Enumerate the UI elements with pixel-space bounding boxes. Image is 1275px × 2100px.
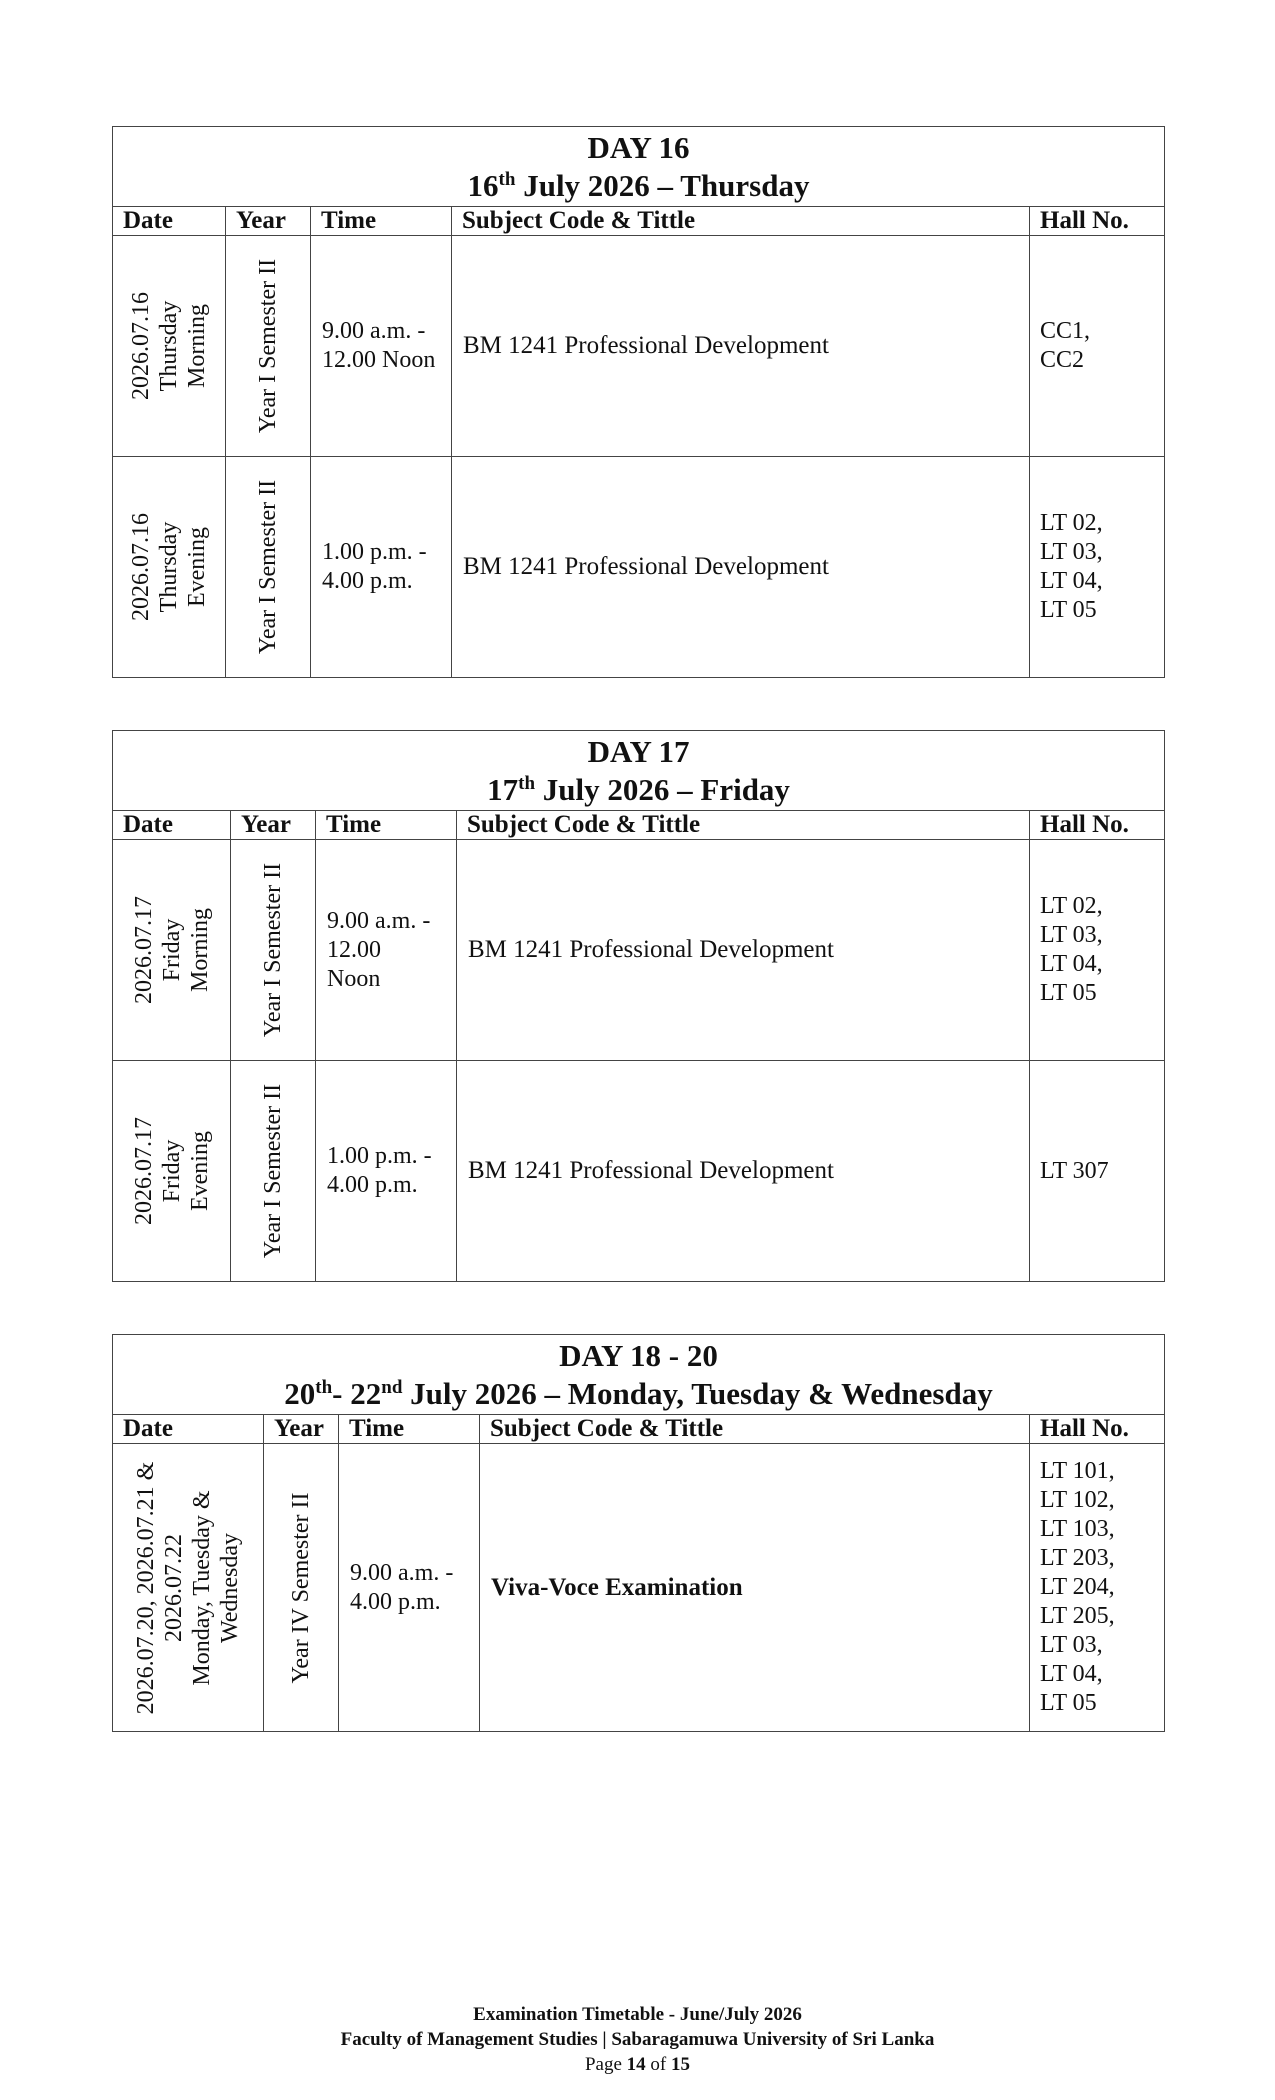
subject-cell: BM 1241 Professional Development [457,840,1030,1061]
header-year: Year [231,811,316,840]
date-heading: 16th July 2026 – Thursday [467,168,810,203]
date-heading: 17th July 2026 – Friday [487,772,790,807]
footer-faculty: Faculty of Management Studies | Sabaragamuwa University of Sri Lanka [340,2029,935,2050]
header-hall: Hall No. [1030,207,1165,236]
subject-cell: BM 1241 Professional Development [452,457,1030,678]
hall-cell: LT 101, LT 102, LT 103, LT 203, LT 204, LT 205, LT 03, LT 04, LT 05 [1030,1444,1165,1732]
date-cell: 2026.07.17 Friday Morning [113,840,231,1061]
time-cell: 9.00 a.m. - 4.00 p.m. [339,1444,480,1732]
header-date: Date [113,207,226,236]
day-17-title [113,731,1165,811]
table-row [113,236,1165,457]
day-18-20-table [112,1334,1165,1732]
page-number: Page 14 of 15 [584,2054,690,2075]
time-cell: 9.00 a.m. - 12.00 Noon [316,840,457,1061]
header-year: Year [226,207,311,236]
day-heading: DAY 18 - 20 [559,1338,718,1373]
date-cell: 2026.07.16 Thursday Evening [113,457,226,678]
day-16-table [112,126,1165,678]
header-subject: Subject Code & Tittle [457,811,1030,840]
date-cell: 2026.07.17 Friday Evening [113,1061,231,1282]
header-year: Year [264,1415,339,1444]
table-row [113,457,1165,678]
hall-cell: LT 02, LT 03, LT 04, LT 05 [1030,457,1165,678]
header-hall: Hall No. [1030,811,1165,840]
day-17-table [112,730,1165,1282]
footer-title: Examination Timetable - June/July 2026 [473,2004,802,2025]
time-cell: 1.00 p.m. - 4.00 p.m. [311,457,452,678]
header-subject: Subject Code & Tittle [452,207,1030,236]
day-16-title [113,127,1165,207]
subject-cell: BM 1241 Professional Development [457,1061,1030,1282]
year-cell: Year I Semester II [231,840,316,1061]
subject-cell: Viva-Voce Examination [480,1444,1030,1732]
time-cell: 9.00 a.m. - 12.00 Noon [311,236,452,457]
hall-cell: LT 307 [1030,1061,1165,1282]
page-footer [0,2002,1275,2077]
day-heading: DAY 17 [587,734,690,769]
hall-cell: LT 02, LT 03, LT 04, LT 05 [1030,840,1165,1061]
table-row [113,1061,1165,1282]
header-hall: Hall No. [1030,1415,1165,1444]
time-cell: 1.00 p.m. - 4.00 p.m. [316,1061,457,1282]
subject-cell: BM 1241 Professional Development [452,236,1030,457]
year-cell: Year I Semester II [231,1061,316,1282]
date-cell: 2026.07.16 Thursday Morning [113,236,226,457]
header-date: Date [113,811,231,840]
day-heading: DAY 16 [587,130,690,165]
table-row [113,840,1165,1061]
header-date: Date [113,1415,264,1444]
date-cell: 2026.07.20, 2026.07.21 & 2026.07.22 Monday, Tuesday & Wednesday [113,1444,264,1732]
day-18-20-title [113,1335,1165,1415]
hall-cell: CC1, CC2 [1030,236,1165,457]
year-cell: Year I Semester II [226,236,311,457]
header-time: Time [311,207,452,236]
date-heading: 20th- 22nd July 2026 – Monday, Tuesday & Wednesday [284,1376,993,1411]
header-time: Time [339,1415,480,1444]
year-cell: Year IV Semester II [264,1444,339,1732]
header-time: Time [316,811,457,840]
header-subject: Subject Code & Tittle [480,1415,1030,1444]
year-cell: Year I Semester II [226,457,311,678]
table-row [113,1444,1165,1732]
